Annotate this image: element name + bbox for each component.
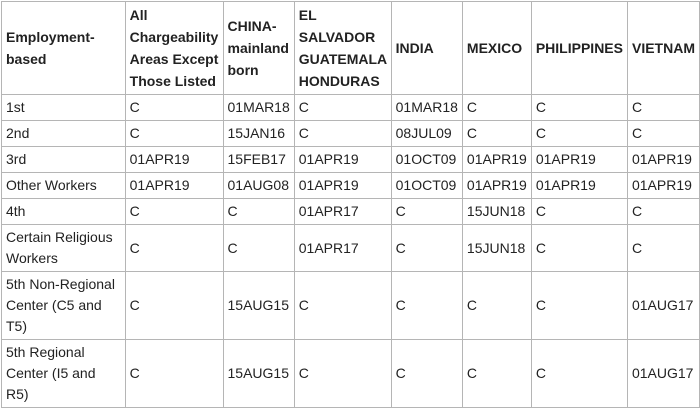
table-cell: C [125,121,223,147]
row-label: 3rd [2,147,126,173]
table-cell: C [391,225,462,272]
table-row [2,95,700,121]
table-cell: C [462,95,531,121]
header-mexico: MEXICO [462,2,531,95]
header-china: CHINA-mainland born [223,2,294,95]
table-cell: C [391,340,462,408]
visa-bulletin-table [1,1,700,408]
table-cell: 15AUG15 [223,272,294,340]
table-cell: 01MAR18 [223,95,294,121]
table-cell: C [531,272,627,340]
table-cell: 01APR19 [627,147,699,173]
table-row [2,340,700,408]
table-row [2,147,700,173]
row-label: 1st [2,95,126,121]
table-cell: 01APR19 [462,173,531,199]
header-all-chargeability: All Chargeability Areas Except Those Listed [125,2,223,95]
table-cell: 15JUN18 [462,199,531,225]
table-cell: C [627,121,699,147]
table-cell: C [125,340,223,408]
table-row [2,173,700,199]
table-cell: 08JUL09 [391,121,462,147]
row-label: 5th Regional Center (I5 and R5) [2,340,126,408]
table-cell: C [125,199,223,225]
table-cell: 01APR17 [294,199,391,225]
table-cell: 01APR19 [294,173,391,199]
header-india: INDIA [391,2,462,95]
table-cell: C [294,121,391,147]
table-row [2,272,700,340]
table-cell: C [294,340,391,408]
table-row [2,225,700,272]
table-cell: C [531,199,627,225]
table-cell: C [531,340,627,408]
table-cell: C [627,199,699,225]
table-cell: C [531,95,627,121]
table-cell: 15JAN16 [223,121,294,147]
row-label: 5th Non-Regional Center (C5 and T5) [2,272,126,340]
row-label: Other Workers [2,173,126,199]
table-cell: C [223,199,294,225]
table-cell: 01APR19 [531,173,627,199]
table-row [2,121,700,147]
table-cell: 15AUG15 [223,340,294,408]
table-cell: 01MAR18 [391,95,462,121]
header-el-salvador-guatemala-honduras: EL SALVADOR GUATEMALA HONDURAS [294,2,391,95]
table-cell: 15JUN18 [462,225,531,272]
row-label: 4th [2,199,126,225]
table-cell: C [462,121,531,147]
table-cell: 01AUG17 [627,340,699,408]
table-cell: 01APR19 [462,147,531,173]
table-cell: C [627,95,699,121]
table-cell: C [294,272,391,340]
table-cell: C [531,121,627,147]
table-cell: C [462,340,531,408]
table-cell: C [125,95,223,121]
table-cell: 01APR17 [294,225,391,272]
header-vietnam: VIETNAM [627,2,699,95]
header-employment-based: Employment-based [2,2,126,95]
table-cell: C [462,272,531,340]
table-row [2,199,700,225]
table-cell: C [125,272,223,340]
header-philippines: PHILIPPINES [531,2,627,95]
table-cell: 01APR19 [125,173,223,199]
table-cell: C [531,225,627,272]
table-cell: 01AUG17 [627,272,699,340]
table-cell: 01APR19 [627,173,699,199]
table-cell: 01OCT09 [391,173,462,199]
table-cell: C [391,199,462,225]
table-cell: 01APR19 [294,147,391,173]
header-row [2,2,700,95]
table-cell: C [223,225,294,272]
table-cell: C [627,225,699,272]
table-cell: C [391,272,462,340]
table-cell: 01APR19 [531,147,627,173]
table-cell: 15FEB17 [223,147,294,173]
row-label: 2nd [2,121,126,147]
table-cell: 01AUG08 [223,173,294,199]
table-cell: 01OCT09 [391,147,462,173]
row-label: Certain Religious Workers [2,225,126,272]
table-cell: C [294,95,391,121]
table-cell: 01APR19 [125,147,223,173]
table-cell: C [125,225,223,272]
